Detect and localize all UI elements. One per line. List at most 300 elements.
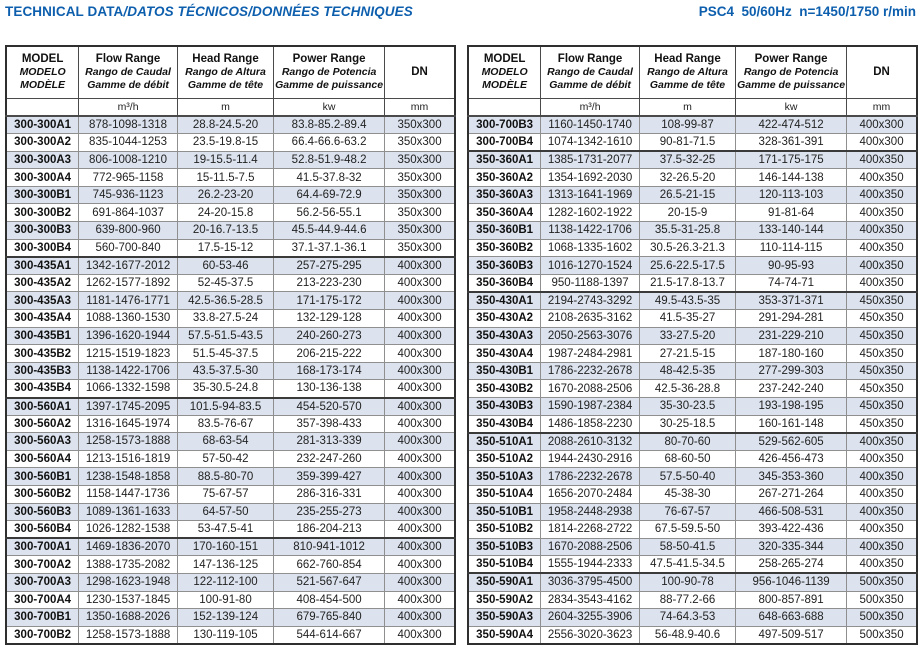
power-cell: 810-941-1012 (274, 538, 385, 556)
table-row (468, 591, 917, 609)
table-row (6, 450, 455, 468)
model-cell: 350-360A4 (468, 204, 541, 222)
table-row (468, 362, 917, 380)
unit-power: kw (274, 98, 385, 116)
head-cell: 19-15.5-11.4 (177, 151, 273, 169)
power-cell: 45.5-44.9-44.6 (274, 222, 385, 240)
table-row (468, 485, 917, 503)
model-cell: 300-700B2 (6, 626, 79, 644)
dn-cell: 500x350 (847, 609, 917, 627)
model-cell: 350-510A3 (468, 468, 541, 486)
model-cell: 300-435A3 (6, 292, 79, 310)
table-row (6, 239, 455, 257)
model-cell: 300-700B4 (468, 134, 541, 152)
table-row (468, 257, 917, 275)
model-cell: 300-560B4 (6, 521, 79, 539)
power-cell: 64.4-69-72.9 (274, 186, 385, 204)
power-cell: 91-81-64 (736, 204, 847, 222)
units-row (6, 98, 455, 116)
unit-model (6, 98, 79, 116)
head-cell: 100-90-78 (639, 573, 735, 591)
page-title-translations: /DATOS TÉCNICOS/DONNÉES TECHNIQUES (123, 4, 413, 19)
head-cell: 27-21.5-15 (639, 345, 735, 363)
flow-cell: 1313-1641-1969 (541, 186, 640, 204)
table-row (6, 257, 455, 275)
flow-cell: 1138-1422-1706 (79, 362, 178, 380)
model-cell: 300-700A2 (6, 556, 79, 574)
model-cell: 350-360A2 (468, 169, 541, 187)
power-cell: 544-614-667 (274, 626, 385, 644)
model-cell: 350-430B4 (468, 415, 541, 433)
dn-cell: 400x350 (847, 538, 917, 556)
head-cell: 35-30-23.5 (639, 398, 735, 416)
head-cell: 88.5-80-70 (177, 468, 273, 486)
head-cell: 23.5-19.8-15 (177, 134, 273, 152)
model-cell: 350-360A1 (468, 151, 541, 169)
flow-cell: 560-700-840 (79, 239, 178, 257)
flow-cell: 950-1188-1397 (541, 274, 640, 292)
head-cell: 21.5-17.8-13.7 (639, 274, 735, 292)
head-cell: 28.8-24.5-20 (177, 116, 273, 134)
flow-cell: 835-1044-1253 (79, 134, 178, 152)
model-cell: 300-560B3 (6, 503, 79, 521)
head-cell: 41.5-35-27 (639, 310, 735, 328)
dn-cell: 400x300 (385, 521, 455, 539)
flow-cell: 1258-1573-1888 (79, 433, 178, 451)
head-cell: 20-16.7-13.5 (177, 222, 273, 240)
unit-power: kw (736, 98, 847, 116)
power-cell: 187-180-160 (736, 345, 847, 363)
flow-cell: 1786-2232-2678 (541, 362, 640, 380)
table-row (6, 169, 455, 187)
table-row (468, 415, 917, 433)
column-header-flow-range: Flow Range Rango de Caudal Gamme de débit (79, 46, 178, 98)
dn-cell: 400x350 (847, 274, 917, 292)
table-row (468, 274, 917, 292)
head-cell: 80-70-60 (639, 433, 735, 451)
flow-cell: 772-965-1158 (79, 169, 178, 187)
head-cell: 57.5-51.5-43.5 (177, 327, 273, 345)
flow-cell: 1342-1677-2012 (79, 257, 178, 275)
dn-cell: 400x300 (385, 503, 455, 521)
power-cell: 130-136-138 (274, 380, 385, 398)
flow-cell: 1786-2232-2678 (541, 468, 640, 486)
head-cell: 52-45-37.5 (177, 274, 273, 292)
column-header-dn: DN (385, 46, 455, 98)
power-cell: 41.5-37.8-32 (274, 169, 385, 187)
flow-cell: 1987-2484-2981 (541, 345, 640, 363)
page-header (0, 0, 924, 19)
flow-cell: 2088-2610-3132 (541, 433, 640, 451)
model-cell: 350-430A1 (468, 292, 541, 310)
flow-cell: 2834-3543-4162 (541, 591, 640, 609)
model-cell: 300-300A4 (6, 169, 79, 187)
table-row (468, 521, 917, 539)
model-cell: 300-435A4 (6, 310, 79, 328)
head-cell: 35-30.5-24.8 (177, 380, 273, 398)
model-cell: 350-360B2 (468, 239, 541, 257)
dn-cell: 500x350 (847, 573, 917, 591)
table-row (468, 116, 917, 134)
flow-cell: 1486-1858-2230 (541, 415, 640, 433)
power-cell: 56.2-56-55.1 (274, 204, 385, 222)
power-cell: 426-456-473 (736, 450, 847, 468)
power-cell: 110-114-115 (736, 239, 847, 257)
dn-cell: 400x300 (385, 556, 455, 574)
head-cell: 26.2-23-20 (177, 186, 273, 204)
model-cell: 300-560A2 (6, 415, 79, 433)
tables-container (0, 45, 924, 645)
power-cell: 529-562-605 (736, 433, 847, 451)
dn-cell: 400x300 (385, 292, 455, 310)
table-row (468, 134, 917, 152)
table-row (6, 204, 455, 222)
dn-cell: 500x350 (847, 626, 917, 644)
head-cell: 64-57-50 (177, 503, 273, 521)
model-cell: 300-700A4 (6, 591, 79, 609)
model-cell: 350-510A1 (468, 433, 541, 451)
power-cell: 146-144-138 (736, 169, 847, 187)
flow-cell: 1555-1944-2333 (541, 556, 640, 574)
dn-cell: 450x350 (847, 345, 917, 363)
head-cell: 152-139-124 (177, 609, 273, 627)
table-row (6, 573, 455, 591)
technical-data-table-left (5, 45, 456, 645)
flow-cell: 1670-2088-2506 (541, 380, 640, 398)
flow-cell: 1066-1332-1598 (79, 380, 178, 398)
table-row (6, 345, 455, 363)
head-cell: 68-60-50 (639, 450, 735, 468)
table-row (468, 204, 917, 222)
model-cell: 350-590A3 (468, 609, 541, 627)
model-cell: 300-300A3 (6, 151, 79, 169)
flow-cell: 1215-1519-1823 (79, 345, 178, 363)
model-cell: 350-430B3 (468, 398, 541, 416)
head-cell: 30.5-26.3-21.3 (639, 239, 735, 257)
model-cell: 350-360B4 (468, 274, 541, 292)
model-cell: 350-360B1 (468, 222, 541, 240)
table-row (468, 239, 917, 257)
model-cell: 300-435A1 (6, 257, 79, 275)
table-row (6, 362, 455, 380)
table-row (6, 521, 455, 539)
head-cell: 33-27.5-20 (639, 327, 735, 345)
head-cell: 75-67-57 (177, 485, 273, 503)
flow-cell: 1814-2268-2722 (541, 521, 640, 539)
flow-cell: 1396-1620-1944 (79, 327, 178, 345)
column-header-power-range: Power Range Rango de Potencia Gamme de puissance (736, 46, 847, 98)
dn-cell: 400x350 (847, 503, 917, 521)
dn-cell: 350x300 (385, 169, 455, 187)
flow-cell: 691-864-1037 (79, 204, 178, 222)
power-cell: 258-265-274 (736, 556, 847, 574)
flow-cell: 1298-1623-1948 (79, 573, 178, 591)
table-row (6, 134, 455, 152)
flow-cell: 1230-1537-1845 (79, 591, 178, 609)
head-cell: 90-81-71.5 (639, 134, 735, 152)
table-row (468, 556, 917, 574)
head-cell: 45-38-30 (639, 485, 735, 503)
power-cell: 662-760-854 (274, 556, 385, 574)
power-cell: 286-316-331 (274, 485, 385, 503)
power-cell: 408-454-500 (274, 591, 385, 609)
power-cell: 171-175-172 (274, 292, 385, 310)
model-cell: 350-360A3 (468, 186, 541, 204)
model-cell: 300-435B1 (6, 327, 79, 345)
dn-cell: 400x350 (847, 450, 917, 468)
table-row (6, 556, 455, 574)
head-cell: 37.5-32-25 (639, 151, 735, 169)
flow-cell: 1958-2448-2938 (541, 503, 640, 521)
head-cell: 17.5-15-12 (177, 239, 273, 257)
head-cell: 56-48.9-40.6 (639, 626, 735, 644)
flow-cell: 1656-2070-2484 (541, 485, 640, 503)
table-row (468, 503, 917, 521)
dn-cell: 400x300 (385, 362, 455, 380)
model-cell: 350-430A3 (468, 327, 541, 345)
head-cell: 42.5-36-28.8 (639, 380, 735, 398)
head-cell: 60-53-46 (177, 257, 273, 275)
flow-cell: 1350-1688-2026 (79, 609, 178, 627)
model-cell: 300-560A3 (6, 433, 79, 451)
dn-cell: 400x300 (385, 415, 455, 433)
model-cell: 300-560B2 (6, 485, 79, 503)
power-cell: 357-398-433 (274, 415, 385, 433)
flow-cell: 1160-1450-1740 (541, 116, 640, 134)
head-cell: 76-67-57 (639, 503, 735, 521)
dn-cell: 400x350 (847, 257, 917, 275)
head-cell: 108-99-87 (639, 116, 735, 134)
table-row (468, 380, 917, 398)
header-row (6, 46, 455, 98)
model-cell: 350-430B2 (468, 380, 541, 398)
head-cell: 48-42.5-35 (639, 362, 735, 380)
dn-cell: 450x350 (847, 380, 917, 398)
power-cell: 679-765-840 (274, 609, 385, 627)
power-cell: 800-857-891 (736, 591, 847, 609)
flow-cell: 1354-1692-2030 (541, 169, 640, 187)
head-cell: 74-64.3-53 (639, 609, 735, 627)
dn-cell: 350x300 (385, 204, 455, 222)
head-cell: 25.6-22.5-17.5 (639, 257, 735, 275)
power-cell: 267-271-264 (736, 485, 847, 503)
table-row (468, 151, 917, 169)
dn-cell: 400x300 (847, 116, 917, 134)
head-cell: 57.5-50-40 (639, 468, 735, 486)
flow-cell: 1590-1987-2384 (541, 398, 640, 416)
power-cell: 213-223-230 (274, 274, 385, 292)
power-cell: 231-229-210 (736, 327, 847, 345)
model-cell: 350-510A2 (468, 450, 541, 468)
power-cell: 74-74-71 (736, 274, 847, 292)
power-cell: 466-508-531 (736, 503, 847, 521)
column-header-head-range: Head Range Rango de Altura Gamme de tête (177, 46, 273, 98)
model-cell: 300-435B2 (6, 345, 79, 363)
power-cell: 168-173-174 (274, 362, 385, 380)
model-cell: 350-590A2 (468, 591, 541, 609)
head-cell: 42.5-36.5-28.5 (177, 292, 273, 310)
dn-cell: 400x350 (847, 151, 917, 169)
dn-cell: 400x300 (385, 345, 455, 363)
table-row (6, 503, 455, 521)
power-cell: 277-299-303 (736, 362, 847, 380)
dn-cell: 400x350 (847, 521, 917, 539)
head-cell: 67.5-59.5-50 (639, 521, 735, 539)
head-cell: 88-77.2-66 (639, 591, 735, 609)
unit-model (468, 98, 541, 116)
technical-data-table-right (467, 45, 918, 645)
power-cell: 193-198-195 (736, 398, 847, 416)
unit-flow: m³/h (541, 98, 640, 116)
dn-cell: 400x350 (847, 485, 917, 503)
model-cell: 350-510B1 (468, 503, 541, 521)
model-cell: 300-560A4 (6, 450, 79, 468)
model-cell: 350-360B3 (468, 257, 541, 275)
dn-cell: 400x300 (385, 468, 455, 486)
flow-cell: 1670-2088-2506 (541, 538, 640, 556)
dn-cell: 400x300 (847, 134, 917, 152)
dn-cell: 350x300 (385, 186, 455, 204)
dn-cell: 450x350 (847, 362, 917, 380)
flow-cell: 1469-1836-2070 (79, 538, 178, 556)
power-cell: 353-371-371 (736, 292, 847, 310)
dn-cell: 350x300 (385, 239, 455, 257)
power-cell: 359-399-427 (274, 468, 385, 486)
dn-cell: 400x300 (385, 398, 455, 416)
head-cell: 170-160-151 (177, 538, 273, 556)
flow-cell: 1258-1573-1888 (79, 626, 178, 644)
flow-cell: 1397-1745-2095 (79, 398, 178, 416)
flow-cell: 745-936-1123 (79, 186, 178, 204)
unit-dn: mm (385, 98, 455, 116)
model-cell: 300-700A1 (6, 538, 79, 556)
flow-cell: 1068-1335-1602 (541, 239, 640, 257)
table-row (6, 609, 455, 627)
table-row (6, 398, 455, 416)
model-cell: 350-590A1 (468, 573, 541, 591)
model-cell: 300-300B3 (6, 222, 79, 240)
flow-cell: 1213-1516-1819 (79, 450, 178, 468)
table-row (6, 626, 455, 644)
power-cell: 171-175-175 (736, 151, 847, 169)
dn-cell: 400x300 (385, 327, 455, 345)
head-cell: 26.5-21-15 (639, 186, 735, 204)
table-row (468, 398, 917, 416)
power-cell: 120-113-103 (736, 186, 847, 204)
table-row (468, 327, 917, 345)
flow-cell: 806-1008-1210 (79, 151, 178, 169)
unit-dn: mm (847, 98, 917, 116)
dn-cell: 450x350 (847, 398, 917, 416)
table-row (6, 538, 455, 556)
column-header-power-range: Power Range Rango de Potencia Gamme de puissance (274, 46, 385, 98)
model-cell: 300-435B3 (6, 362, 79, 380)
power-cell: 257-275-295 (274, 257, 385, 275)
head-cell: 51.5-45-37.5 (177, 345, 273, 363)
flow-cell: 2194-2743-3292 (541, 292, 640, 310)
head-cell: 20-15-9 (639, 204, 735, 222)
flow-cell: 1238-1548-1858 (79, 468, 178, 486)
dn-cell: 400x300 (385, 538, 455, 556)
dn-cell: 400x300 (385, 310, 455, 328)
unit-head: m (177, 98, 273, 116)
table-row (6, 591, 455, 609)
dn-cell: 350x300 (385, 151, 455, 169)
table-row (468, 450, 917, 468)
unit-head: m (639, 98, 735, 116)
power-cell: 521-567-647 (274, 573, 385, 591)
power-cell: 206-215-222 (274, 345, 385, 363)
table-row (468, 292, 917, 310)
table-row (468, 222, 917, 240)
dn-cell: 400x300 (385, 257, 455, 275)
dn-cell: 400x350 (847, 556, 917, 574)
head-cell: 53-47.5-41 (177, 521, 273, 539)
dn-cell: 400x350 (847, 433, 917, 451)
table-row (6, 468, 455, 486)
dn-cell: 450x350 (847, 292, 917, 310)
dn-cell: 400x300 (385, 573, 455, 591)
dn-cell: 400x350 (847, 169, 917, 187)
power-cell: 132-129-128 (274, 310, 385, 328)
table-row (468, 609, 917, 627)
power-cell: 393-422-436 (736, 521, 847, 539)
table-row (6, 310, 455, 328)
dn-cell: 400x300 (385, 274, 455, 292)
power-cell: 37.1-37.1-36.1 (274, 239, 385, 257)
model-cell: 300-300B1 (6, 186, 79, 204)
dn-cell: 400x300 (385, 380, 455, 398)
flow-cell: 2604-3255-3906 (541, 609, 640, 627)
model-cell: 300-300B2 (6, 204, 79, 222)
power-cell: 52.8-51.9-48.2 (274, 151, 385, 169)
power-cell: 328-361-391 (736, 134, 847, 152)
power-cell: 133-140-144 (736, 222, 847, 240)
power-cell: 160-161-148 (736, 415, 847, 433)
flow-cell: 1944-2430-2916 (541, 450, 640, 468)
table-row (468, 310, 917, 328)
column-header-dn: DN (847, 46, 917, 98)
model-cell: 300-700B3 (468, 116, 541, 134)
table-row (468, 468, 917, 486)
dn-cell: 400x350 (847, 204, 917, 222)
head-cell: 100-91-80 (177, 591, 273, 609)
head-cell: 47.5-41.5-34.5 (639, 556, 735, 574)
flow-cell: 2050-2563-3076 (541, 327, 640, 345)
table-row (468, 186, 917, 204)
flow-cell: 1181-1476-1771 (79, 292, 178, 310)
flow-cell: 1016-1270-1524 (541, 257, 640, 275)
flow-cell: 1088-1360-1530 (79, 310, 178, 328)
model-cell: 300-300A2 (6, 134, 79, 152)
column-header-head-range: Head Range Rango de Altura Gamme de tête (639, 46, 735, 98)
model-cell: 300-435A2 (6, 274, 79, 292)
table-row (6, 274, 455, 292)
model-cell: 350-430A4 (468, 345, 541, 363)
power-cell: 497-509-517 (736, 626, 847, 644)
head-cell: 83.5-76-67 (177, 415, 273, 433)
head-cell: 58-50-41.5 (639, 538, 735, 556)
head-cell: 130-119-105 (177, 626, 273, 644)
model-cell: 350-510A4 (468, 485, 541, 503)
model-cell: 300-700B1 (6, 609, 79, 627)
head-cell: 49.5-43.5-35 (639, 292, 735, 310)
table-row (6, 186, 455, 204)
power-cell: 232-247-260 (274, 450, 385, 468)
model-cell: 300-300A1 (6, 116, 79, 134)
table-row (6, 485, 455, 503)
head-cell: 32-26.5-20 (639, 169, 735, 187)
